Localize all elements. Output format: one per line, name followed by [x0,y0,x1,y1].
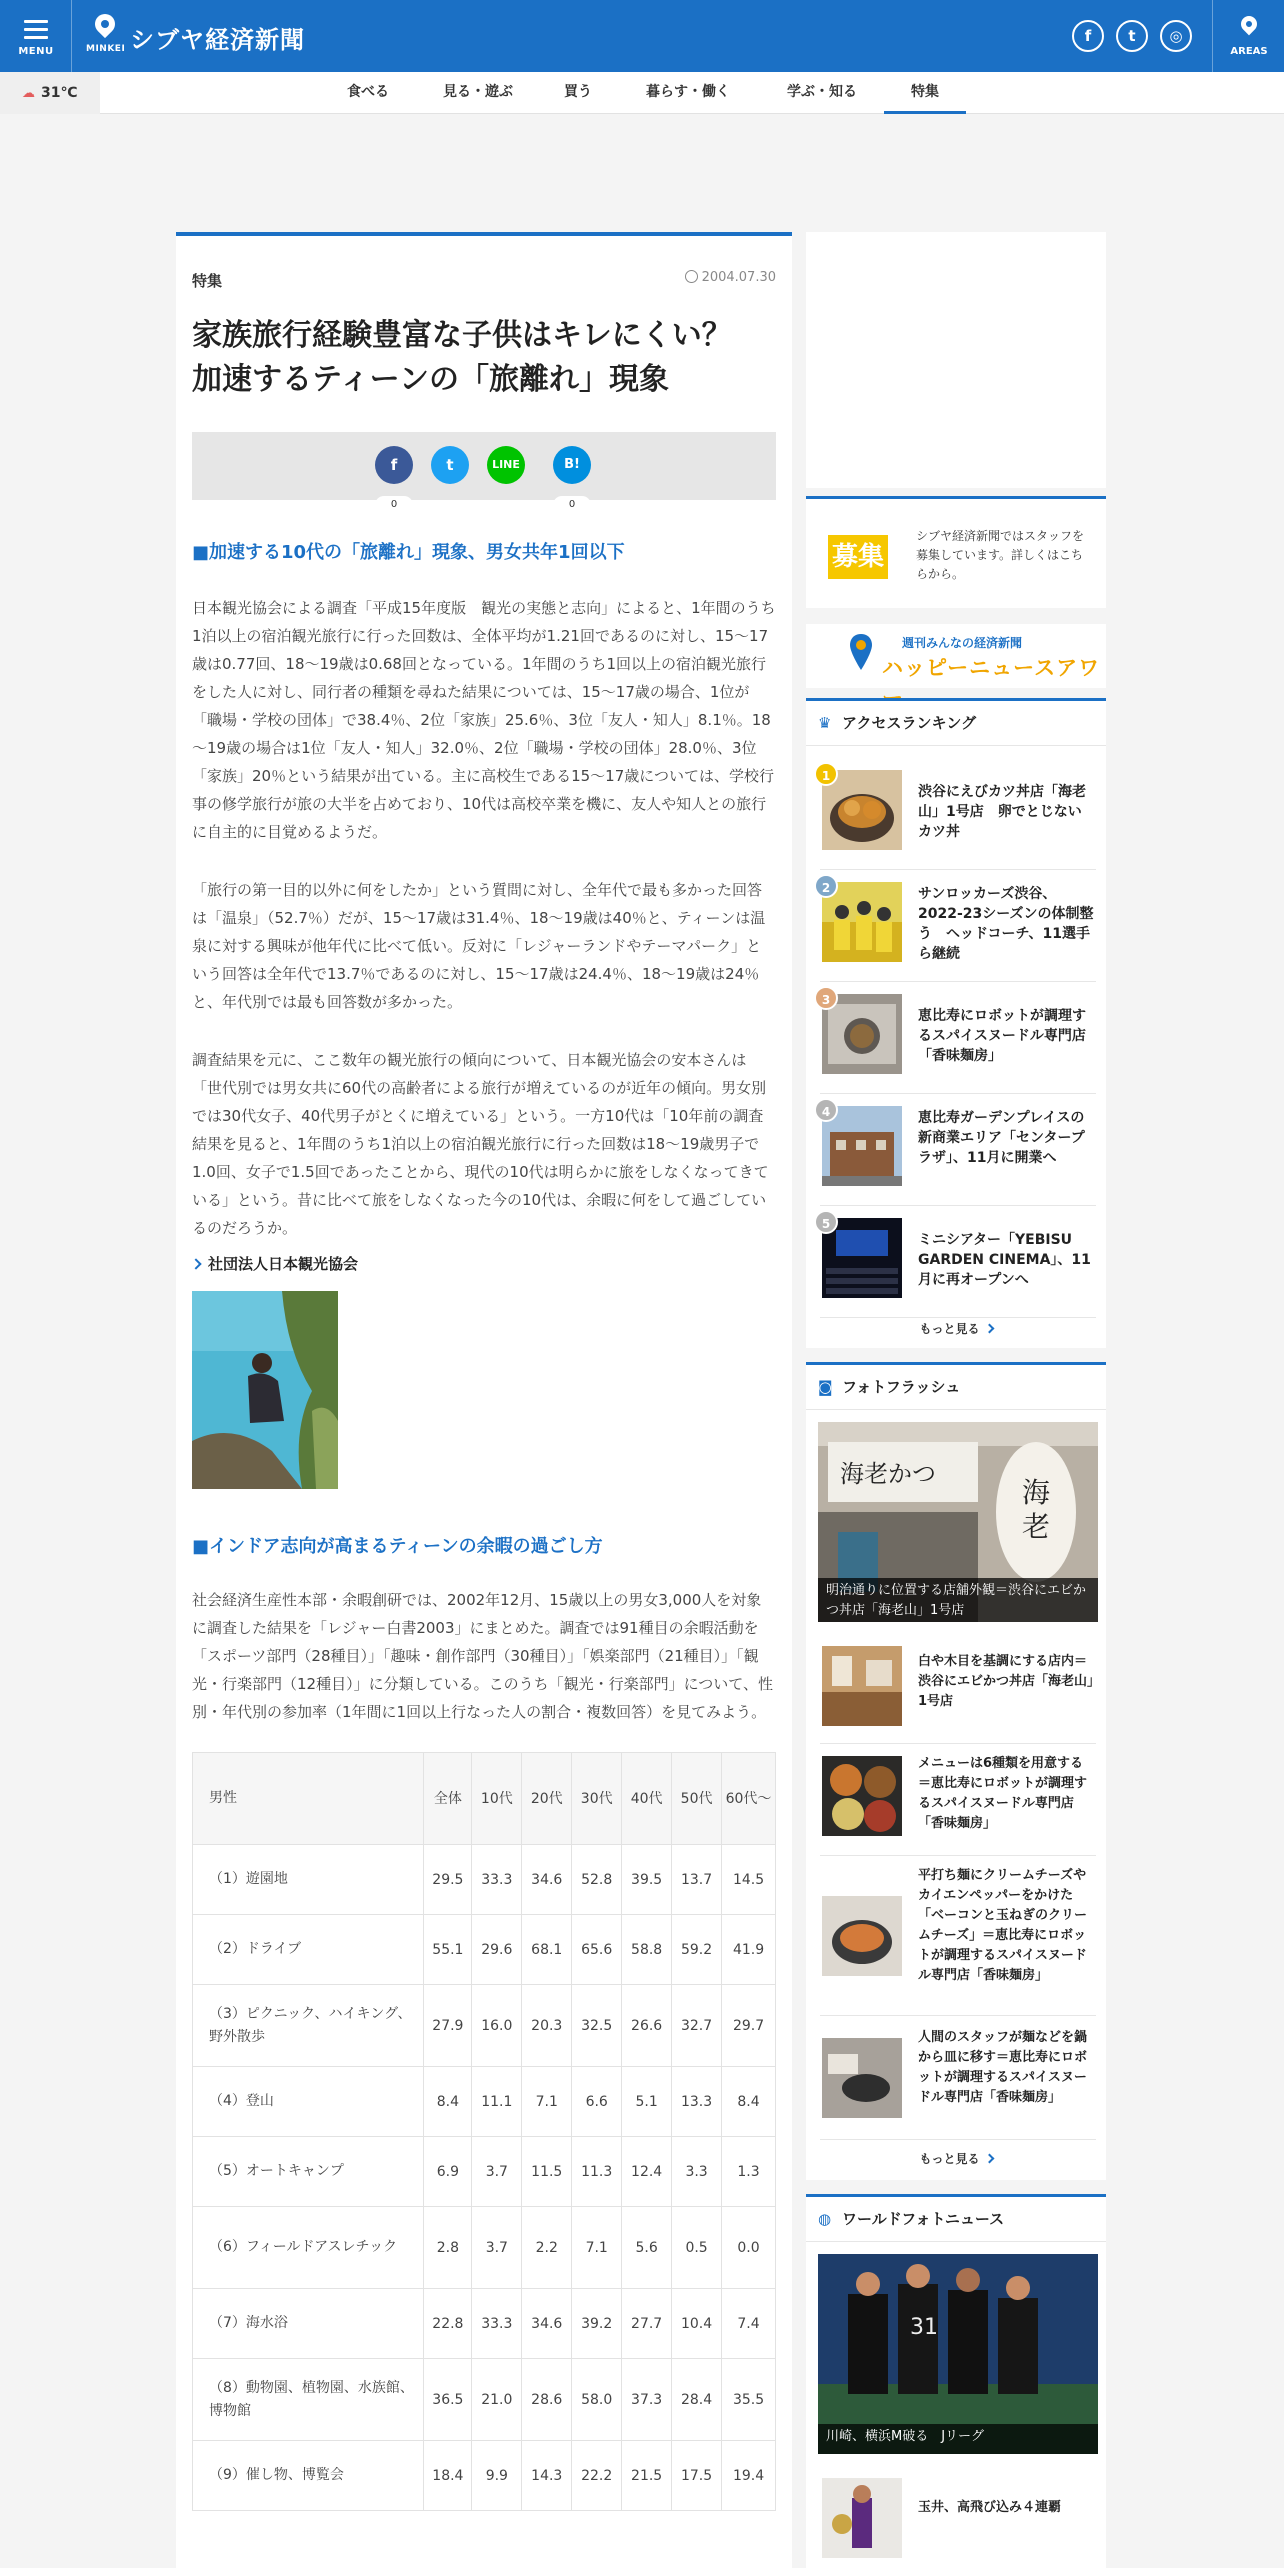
table-cell: 22.8 [424,2289,472,2359]
rank-number: 1 [814,762,838,786]
table-cell: 65.6 [572,1915,622,1985]
menu-label: MENU [18,46,54,57]
globe-icon: ◍ [818,2210,832,2228]
world-item[interactable] [820,2466,1096,2568]
row-label: （2）ドライブ [193,1915,424,1985]
table-cell: 35.5 [722,2359,776,2441]
crown-icon: ♛ [818,714,832,732]
category-nav [0,72,1284,114]
table-cell: 39.5 [622,1845,672,1915]
svg-text:海: 海 [1022,1476,1051,1509]
photoflash-thumbnail [822,1646,902,1726]
table-cell: 27.9 [424,1985,472,2067]
section-heading-2: ■インドア志向が高まるティーンの余暇の過ごし方 [192,1536,603,1557]
table-cell: 5.6 [622,2207,672,2289]
table-row [193,1985,776,2067]
map-pin-icon [1238,13,1261,36]
table-cell: 18.4 [424,2441,472,2511]
svg-text:海老かつ: 海老かつ [840,1460,936,1488]
table-cell: 58.8 [622,1915,672,1985]
ranking-title-link[interactable]: サンロッカーズ渋谷、2022-23シーズンの体制整う ヘッドコーチ、11選手ら継続 [918,886,1094,962]
minkei-logo-icon[interactable] [86,12,126,58]
sidebar-ad-slot [806,232,1106,488]
chevron-right-icon [984,1324,994,1334]
table-cell: 3.3 [672,2137,722,2207]
source-link[interactable] [192,1253,358,1274]
table-cell: 13.3 [672,2067,722,2137]
article-title [192,314,776,401]
nav-item-play[interactable]: 見る・遊ぶ [443,84,513,100]
table-cell: 13.7 [672,1845,722,1915]
weather-widget[interactable] [0,72,100,114]
column-header: 30代 [572,1753,622,1845]
table-cell: 3.7 [472,2137,522,2207]
article-date [685,270,776,285]
world-main-photo[interactable] [818,2254,1098,2454]
ranking-more-link[interactable] [806,1320,1106,1337]
table-cell: 34.6 [522,1845,572,1915]
photoflash-thumbnail [822,2038,902,2118]
temperature: 31℃ [41,85,78,101]
logo-sub-label: MINKEI [86,44,126,54]
ranking-item[interactable] [820,1094,1096,1206]
article-category[interactable]: 特集 [192,272,223,290]
table-cell: 28.4 [672,2359,722,2441]
column-header: 10代 [472,1753,522,1845]
table-row [193,2441,776,2511]
line-share-button[interactable]: LINE [487,446,525,484]
table-cell: 55.1 [424,1915,472,1985]
photoflash-caption[interactable]: 白や木目を基調にする店内＝渋谷にエビかつ丼店「海老山」1号店 [918,1654,1094,1709]
ranking-item[interactable] [820,758,1096,870]
photoflash-thumbnail [822,1896,902,1976]
happy-news-logo-icon [850,634,872,670]
happy-news-title: ハッピーニュースアワ [882,656,1101,680]
row-label: （4）登山 [193,2067,424,2137]
photoflash-item[interactable] [820,1856,1096,2016]
photoflash-title [806,1362,1106,1410]
table-cell: 28.6 [522,2359,572,2441]
article-photo[interactable] [192,1291,338,1489]
table-cell: 0.5 [672,2207,722,2289]
row-label: （7）海水浴 [193,2289,424,2359]
recruit-badge: 募集 [828,535,888,579]
photoflash-caption[interactable]: 人間のスタッフが麺などを鍋から皿に移す＝恵比寿にロボットが調理するスパイスヌードル専門店「香味麺房」 [918,2030,1088,2105]
world-main-caption: 川崎、横浜M破る Jリーグ [818,2424,1098,2454]
column-header: 20代 [522,1753,572,1845]
table-cell: 21.5 [622,2441,672,2511]
world-caption[interactable]: 玉井、高飛び込み４連覇 [918,2500,1062,2515]
ranking-item[interactable] [820,1206,1096,1318]
photoflash-item[interactable] [820,1744,1096,1856]
site-header [0,0,1284,72]
table-cell: 19.4 [722,2441,776,2511]
camera-icon: ◙ [818,1378,833,1396]
table-cell: 32.5 [572,1985,622,2067]
more-label: もっと見る [919,1322,980,1336]
table-cell: 29.5 [424,1845,472,1915]
weather-icon: ☁ [22,86,35,101]
table-cell: 22.2 [572,2441,622,2511]
nav-item-eat[interactable]: 食べる [347,84,389,100]
table-cell: 0.0 [722,2207,776,2289]
rank-number: 2 [814,874,838,898]
paragraph-3: 調査結果を元に、ここ数年の観光旅行の傾向について、日本観光協会の安本さんは「世代別では男女共に60代の高齢者による旅行が増えているのが近年の傾向。男女別では30代女子、40代男子がとくに増えている」という。一方10代は「10年前の調査結果を見ると、1年間のうち1泊以上の宿泊観光旅行に行った回数は18～19歳男子で1.0回、女子で1.5回であったことから、現代の10代は明らかに旅をしなくなってきている」という。昔に比べて旅をしなくなった今の10代は、余暇に何をして過ごしているのだろうか。 [192,1051,769,1237]
table-cell: 33.3 [472,1845,522,1915]
table-row [193,1915,776,1985]
table-cell: 29.6 [472,1915,522,1985]
table-cell: 3.7 [472,2207,522,2289]
world-title [806,2194,1106,2242]
world-title-text: ワールドフォトニュース [842,2210,1005,2228]
access-ranking [806,698,1106,1348]
twitter-icon[interactable]: t [1116,20,1148,52]
date-text: 2004.07.30 [701,270,776,285]
photoflash-thumbnail [822,1756,902,1836]
row-label: （8）動物園、植物園、水族館、博物館 [193,2359,424,2441]
table-cell: 58.0 [572,2359,622,2441]
column-header: 50代 [672,1753,722,1845]
hamburger-icon [24,20,48,38]
photoflash-more-link[interactable] [806,2150,1106,2167]
table-cell: 5.1 [622,2067,672,2137]
article [176,232,792,2568]
table-cell: 20.3 [522,1985,572,2067]
svg-text:老: 老 [1022,1510,1051,1543]
row-label: （3）ピクニック、ハイキング、野外散歩 [193,1985,424,2067]
photoflash-main-caption: 明治通りに位置する店舗外観＝渋谷にエビかつ丼店「海老山」1号店 [818,1578,1098,1622]
table-cell: 6.9 [424,2137,472,2207]
facebook-share-button[interactable]: f [375,446,413,484]
table-header-row [193,1753,776,1845]
section-heading-1: ■加速する10代の「旅離れ」現象、男女共年1回以下 [192,542,625,563]
table-cell: 2.2 [522,2207,572,2289]
table-cell: 34.6 [522,2289,572,2359]
ranking-title-text: アクセスランキング [842,714,977,732]
title-line-1: 家族旅行経験豊富な子供はキレにくい？ [192,318,732,353]
table-row [193,2207,776,2289]
areas-button[interactable] [1212,0,1284,72]
table-cell: 9.9 [472,2441,522,2511]
row-label: （6）フィールドアスレチック [193,2207,424,2289]
facebook-icon[interactable]: f [1072,20,1104,52]
hatena-bookmark-button[interactable]: B! [553,446,591,484]
table-row [193,1845,776,1915]
column-header: 60代～ [722,1753,776,1845]
table-cell: 1.3 [722,2137,776,2207]
table-cell: 6.6 [572,2067,622,2137]
photoflash-title-text: フォトフラッシュ [842,1378,961,1396]
rank-number: 3 [814,986,838,1010]
paragraph-2: 「旅行の第一目的以外に何をしたか」という質問に対し、全年代で最も多かった回答は「温泉」（52.7％）だが、15～17歳は31.4％、18～19歳は40％と、ティーンは温泉に対する興味が他年代に比べて低い。反対に「レジャーランドやテーマパーク」という回答は全年代で13.7％であるのに対し、15～17歳は24.4％、18～19歳は24％と、年代別では最も回答数が多かった。 [192,881,766,1011]
title-line-2: 加速するティーンの「旅離れ」現象 [192,361,669,397]
table-cell: 59.2 [672,1915,722,1985]
table-cell: 52.8 [572,1845,622,1915]
table-cell: 27.7 [622,2289,672,2359]
table-cell: 7.1 [522,2067,572,2137]
column-header: 40代 [622,1753,672,1845]
table-cell: 37.3 [622,2359,672,2441]
happy-news-hour-banner[interactable] [806,624,1106,688]
table-cell: 7.1 [572,2207,622,2289]
paragraph-1: 日本観光協会による調査「平成15年度版 観光の実態と志向」によると、1年間のうち1泊以上の宿泊観光旅行に行った回数は、全体平均が1.21回であるのに対し、15～17歳は0.77回、18～19歳は0.68回となっている。1年間のうち1回以上の宿泊観光旅行をした人に対し、同行者の種類を尋ねた結果については、15～17歳の場合、1位が「職場・学校の団体」で38.4％、2位「家族」25.6％、3位「友人・知人」8.1％。18～19歳の場合は1位「友人・知人」32.0％、2位「職場・学校の団体」28.0％、3位「家族」20％という結果が出ている。主に高校生である15～17歳については、学校行事の修学旅行が旅の大半を占めており、10代は高校卒業を機に、友人や知人との旅行に自主的に目覚めるようだ。 [192,599,776,841]
table-cell: 32.7 [672,1985,722,2067]
photoflash-item[interactable] [820,2016,1096,2140]
instagram-icon[interactable]: ◎ [1160,20,1192,52]
hatena-share-count: 0 [553,496,591,514]
table-cell: 10.4 [672,2289,722,2359]
table-cell: 17.5 [672,2441,722,2511]
table-cell: 11.3 [572,2137,622,2207]
rank-number: 5 [814,1210,838,1234]
photoflash-caption[interactable]: 平打ち麺にクリームチーズやカイエンペッパーをかけた「ベーコンと玉ねぎのクリームチーズ」＝恵比寿にロボットが調理するスパイスヌードル専門店「香味麺房」 [918,1868,1088,1983]
happy-news-sub: 週刊みんなの経済新聞 [902,636,1023,650]
table-cell: 33.3 [472,2289,522,2359]
ranking-title-link[interactable]: 恵比寿ガーデンプレイスの新商業エリア「センタープラザ」、11月に開業へ [918,1110,1085,1166]
nav-item-feature[interactable]: 特集 [884,72,966,114]
menu-button[interactable] [0,0,72,72]
row-label: （5）オートキャンプ [193,2137,424,2207]
rank-number: 4 [814,1098,838,1122]
table-cell: 68.1 [522,1915,572,1985]
table-cell: 26.6 [622,1985,672,2067]
photoflash-caption[interactable]: メニューは6種類を用意する＝恵比寿にロボットが調理するスパイスヌードル専門店「香味麺房」 [918,1756,1088,1831]
row-label: （1）遊園地 [193,1845,424,1915]
table-row [193,2289,776,2359]
table-cell: 12.4 [622,2137,672,2207]
table-cell: 7.4 [722,2289,776,2359]
table-cell: 11.1 [472,2067,522,2137]
table-cell: 41.9 [722,1915,776,1985]
ranking-title-link[interactable]: 恵比寿にロボットが調理するスパイスヌードル専門店「香味麺房」 [918,1008,1086,1064]
column-header: 全体 [424,1753,472,1845]
table-cell: 8.4 [722,2067,776,2137]
facebook-share-count: 0 [375,496,413,514]
recruit-banner[interactable] [806,496,1106,608]
table-header-label: 男性 [193,1753,424,1845]
recruit-text: シブヤ経済新聞ではスタッフを募集しています。詳しくはこちらから。 [916,529,1085,581]
more-label: もっと見る [919,2152,980,2166]
paragraph-4: 社会経済生産性本部・余暇創研では、2002年12月、15歳以上の男女3,000人を対象に調査した結果を「レジャー白書2003」にまとめた。調査では91種目の余暇活動を「スポーツ部門（28種目）」「趣味・創作部門（30種目）」「娯楽部門（21種目）」「観光・行楽部門（12種目）」に分類している。このうち「観光・行楽部門」について、性別・年代別の参加率（1年間に1回以上行なった人の割合・複数回答）を見てみよう。 [192,1591,773,1721]
ranking-title [806,698,1106,746]
table-cell: 21.0 [472,2359,522,2441]
share-bar [192,432,776,510]
table-cell: 39.2 [572,2289,622,2359]
ranking-title-link[interactable]: ミニシアター「YEBISU GARDEN CINEMA」、11月に再オープンへ [918,1232,1091,1288]
nav-item-buy[interactable]: 買う [564,84,592,100]
photoflash-item[interactable] [820,1634,1096,1744]
svg-text:31: 31 [910,2315,938,2340]
chevron-right-icon [190,1258,201,1269]
table-cell: 8.4 [424,2067,472,2137]
twitter-share-button[interactable]: t [431,446,469,484]
table-row [193,2359,776,2441]
table-cell: 16.0 [472,1985,522,2067]
source-link-label: 社団法人日本観光協会 [208,1255,359,1273]
ranking-item[interactable] [820,982,1096,1094]
table-cell: 14.3 [522,2441,572,2511]
world-photo-news [806,2194,1106,2568]
table-row [193,2137,776,2207]
table-cell: 14.5 [722,1845,776,1915]
chevron-right-icon [984,2154,994,2164]
table-cell: 29.7 [722,1985,776,2067]
nav-item-live[interactable]: 暮らす・働く [646,84,730,100]
world-thumbnail [822,2478,902,2558]
row-label: （9）催し物、博覧会 [193,2441,424,2511]
table-cell: 11.5 [522,2137,572,2207]
areas-label: AREAS [1230,46,1268,57]
table-cell: 36.5 [424,2359,472,2441]
clock-icon [685,270,698,283]
photoflash-main-photo[interactable] [818,1422,1098,1622]
nav-item-learn[interactable]: 学ぶ・知る [787,84,857,100]
leisure-participation-table [192,1752,776,2511]
table-cell: 2.8 [424,2207,472,2289]
ranking-title-link[interactable]: 渋谷にえびカツ丼店「海老山」1号店 卵でとじないカツ丼 [918,784,1086,840]
ranking-item[interactable] [820,870,1096,982]
site-logo[interactable]: シブヤ経済新聞 [130,26,305,54]
photo-flash [806,1362,1106,2180]
table-row [193,2067,776,2137]
